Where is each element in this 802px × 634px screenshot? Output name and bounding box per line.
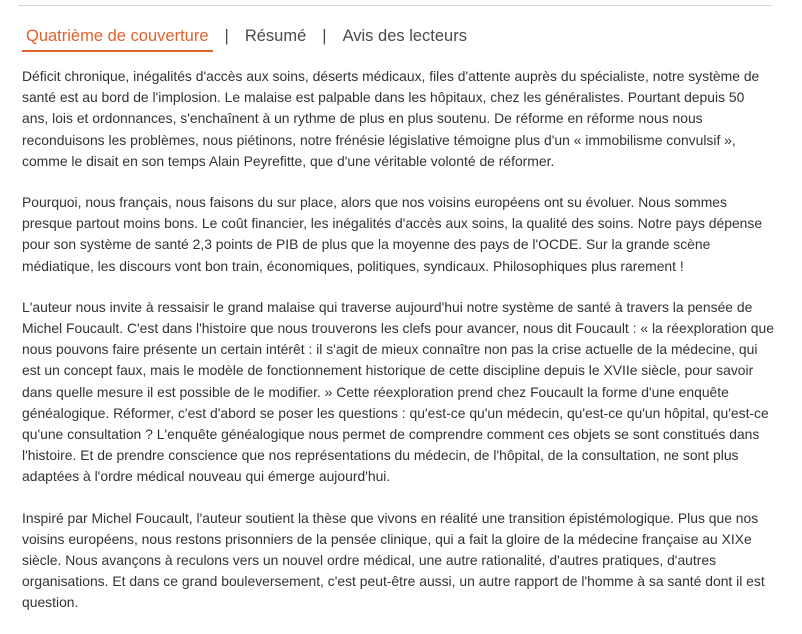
back-cover-text [22, 66, 774, 634]
paragraph: Déficit chronique, inégalités d'accès aux soins, déserts médicaux, files d'attente auprès du spécialiste, notre système de santé est au bord de l'implosion. Le malaise est palpable dans les hôpitaux, chez les généralistes. Pourtant depuis 50 ans, lois et ordonnances, s'enchaînent à un rythme de plus en plus soutenu. De réforme en réforme nous nous reconduisons les problèmes, nous piétinons, notre frénésie législative témoigne plus d'un « immobilisme convulsif », comme le disait en son temps Alain Peyrefitte, que d'une véritable volonté de réformer. [22, 68, 760, 169]
tab-bar [22, 22, 471, 56]
top-divider [18, 5, 772, 6]
tab-separator: | [224, 27, 229, 45]
paragraph: L'auteur nous invite à ressaisir le grand malaise qui traverse aujourd'hui notre système de santé à travers la pensée de Michel Foucault. C'est dans l'histoire que nous trouverons les clefs pour avancer, nous dit Foucault : « la réexploration que nous pouvons faire présente un certain intérêt : il s'agit de mieux connaître non pas la crise actuelle de la médecine, qui est un concept faux, mais le modèle de fonctionnement historique de cette discipline depuis le XVIIe siècle, pour savoir dans quelle mesure il est possible de le modifier. » Cette réexploration prend chez Foucault la forme d'une enquête généalogique. Réformer, c'est d'abord se poser les questions : qu'est-ce qu'un médecin, qu'est-ce qu'un hôpital, qu'est-ce qu'une consultation ? L'enquête généalogique nous permet de comprendre comment ces objets se sont constitués dans l'histoire. Et de prendre conscience que nos représentations du médecin, de l'hôpital, de la consultation, ne sont plus adaptées à l'ordre médical nouveau qui émerge aujourd'hui. [22, 298, 774, 485]
tab-quatrieme-de-couverture[interactable]: Quatrième de couverture [22, 22, 213, 52]
tab-separator: | [322, 27, 327, 45]
tab-resume[interactable]: Résumé [244, 27, 307, 45]
tab-avis-des-lecteurs[interactable]: Avis des lecteurs [342, 27, 467, 45]
paragraph: Pourquoi, nous français, nous faisons du sur place, alors que nos voisins européens ont su évoluer. Nous sommes presque partout moins bons. Le coût financier, les inégalités d'accès aux soins, la qualité des soins. Notre pays dépense pour son système de santé 2,3 points de PIB de plus que la moyenne des pays de l'OCDE. Sur la grande scène médiatique, les discours vont bon train, économiques, politiques, syndicaux. Philosophiques plus rarement ! [22, 194, 763, 274]
paragraph: Inspiré par Michel Foucault, l'auteur soutient la thèse que vivons en réalité une transition épistémologique. Plus que nos voisins européens, nous restons prisonniers de la pensée clinique, qui a fait la gloire de la médecine française au XIXe siècle. Nous avançons à reculons vers un nouvel ordre médical, une autre rationalité, d'autres pratiques, d'autres organisations. Et dans ce grand bouleversement, c'est peut-être aussi, un autre rapport de l'homme à sa santé dont il est question. [22, 509, 765, 611]
